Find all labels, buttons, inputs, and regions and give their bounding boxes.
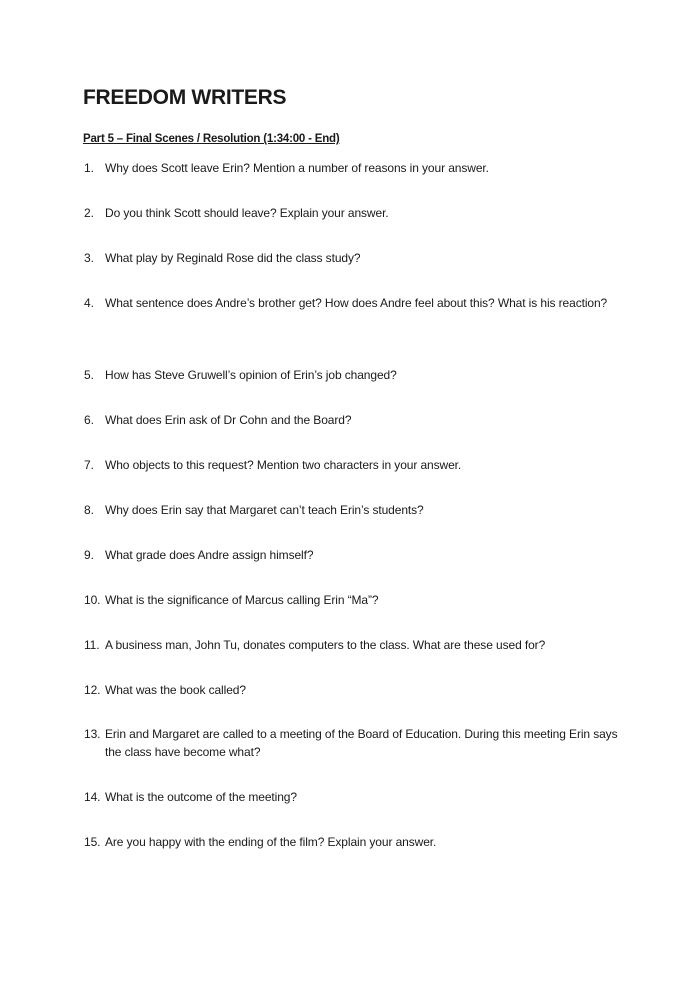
question-number: 7. <box>84 458 94 472</box>
question-number: 12. <box>84 683 101 697</box>
question-text: What does Erin ask of Dr Cohn and the Board? <box>105 413 352 427</box>
question-text: Are you happy with the ending of the film? Explain your answer. <box>105 835 437 849</box>
question-number: 10. <box>84 593 101 607</box>
question-text: Why does Scott leave Erin? Mention a number of reasons in your answer. <box>105 161 489 175</box>
section-heading: Part 5 – Final Scenes / Resolution (1:34:00 - End) <box>83 133 340 145</box>
question-text: What was the book called? <box>105 683 246 697</box>
question-number: 2. <box>84 206 94 220</box>
question-text: What is the significance of Marcus calling Erin “Ma”? <box>105 593 379 607</box>
question-text: What play by Reginald Rose did the class study? <box>105 251 361 265</box>
question-number: 8. <box>84 503 94 517</box>
question-text: What is the outcome of the meeting? <box>105 790 297 804</box>
question-text: Erin and Margaret are called to a meeting of the Board of Education. During this meeting Erin says the class have become what? <box>105 727 618 759</box>
question-number: 14. <box>84 790 101 804</box>
question-number: 15. <box>84 835 101 849</box>
question-number: 11. <box>84 638 100 652</box>
question-number: 13. <box>84 727 101 741</box>
document-title: FREEDOM WRITERS <box>83 86 287 109</box>
question-number: 5. <box>84 368 94 382</box>
question-text: Why does Erin say that Margaret can’t teach Erin’s students? <box>105 503 424 517</box>
question-number: 9. <box>84 548 94 562</box>
question-text: A business man, John Tu, donates computers to the class. What are these used for? <box>105 638 546 652</box>
question-text: What sentence does Andre’s brother get? How does Andre feel about this? What is his reaction? <box>105 296 608 310</box>
question-text: What grade does Andre assign himself? <box>105 548 314 562</box>
question-number: 6. <box>84 413 94 427</box>
question-number: 1. <box>84 161 94 175</box>
question-text: How has Steve Gruwell’s opinion of Erin’s job changed? <box>105 368 397 382</box>
question-number: 3. <box>84 251 94 265</box>
question-text: Who objects to this request? Mention two characters in your answer. <box>105 458 462 472</box>
question-text: Do you think Scott should leave? Explain your answer. <box>105 206 389 220</box>
question-number: 4. <box>84 296 94 310</box>
